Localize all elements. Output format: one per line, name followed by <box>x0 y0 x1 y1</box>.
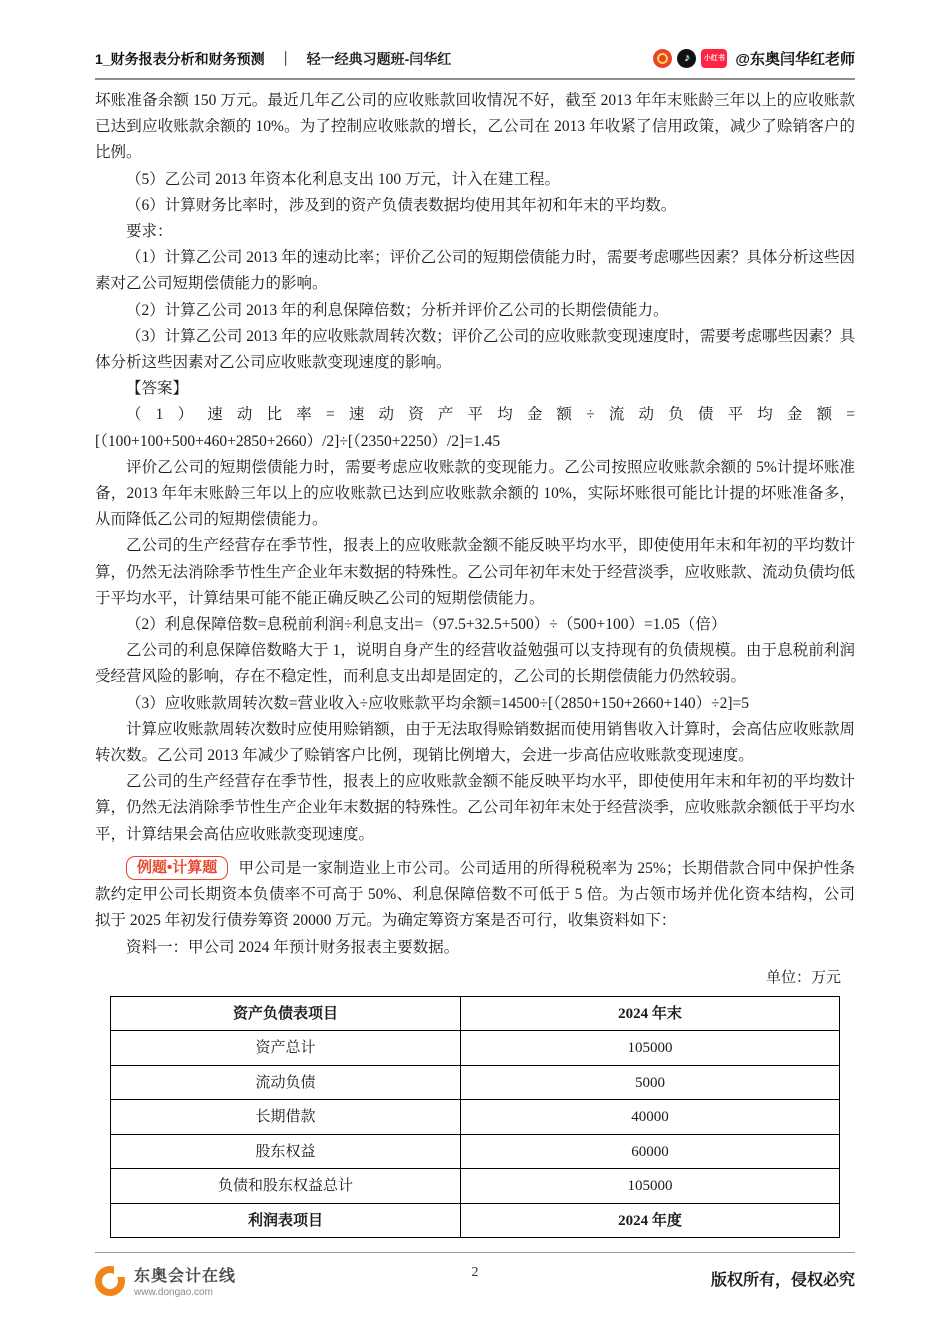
table-cell-label: 负债和股东权益总计 <box>111 1169 461 1204</box>
paragraph-data-note: 资料一：甲公司 2024 年预计财务报表主要数据。 <box>126 938 460 956</box>
paragraph-continuation: 坏账准备余额 150 万元。最近几年乙公司的应收账款回收情况不好，截至 2013 年年末账龄三年以上的应收账款已达到应收账款余额的 10%。为了控制应收账款的增长，乙公司在 2013 年收紧了信用政策，减少了赊销客户的比例。 <box>95 92 855 162</box>
table-cell-label: 长期借款 <box>111 1100 461 1135</box>
page-footer <box>95 1252 855 1298</box>
table-cell-value: 105000 <box>460 1169 839 1204</box>
table-cell-label: 利润表项目 <box>111 1203 461 1238</box>
table-header-row <box>111 996 840 1031</box>
table-cell-label: 股东权益 <box>111 1134 461 1169</box>
table-cell-label: 流动负债 <box>111 1065 461 1100</box>
example-intro-text: 甲公司是一家制造业上市公司。公司适用的所得税税率为 25%；长期借款合同中保护性条款约定甲公司长期资本负债率不可高于 50%、利息保障倍数不可低于 5 倍。为占领市场并优化资本结构，公司拟于 2025 年初发行债券筹资 20000 万元。为确定筹资方案是否可行，收集资料如下： <box>95 859 855 930</box>
xiaohongshu-icon: 小红书 <box>701 49 727 68</box>
paragraph-answer-3-analysis: 计算应收账款周转次数时应使用赊销额，由于无法取得赊销数据而使用销售收入计算时，会高估应收账款周转次数。乙公司 2013 年减少了赊销客户比例，现销比例增大，会进一步高估应收账款变现速度。 <box>95 720 855 765</box>
weibo-icon <box>653 49 672 68</box>
paragraph-item-6: （6）计算财务比率时，涉及到的资产负债表数据均使用其年初和年末的平均数。 <box>126 196 677 214</box>
social-handle: @东奥闫华红老师 <box>735 51 855 68</box>
course-title: 1_财务报表分析和财务预测 <box>95 50 265 67</box>
balance-sheet-table <box>110 996 840 1239</box>
logo-url: www.dongao.com <box>134 1287 213 1298</box>
header-course-info <box>95 49 451 69</box>
example-section <box>95 856 855 935</box>
paragraph-answer-1-analysis: 评价乙公司的短期偿债能力时，需要考虑应收账款的变现能力。乙公司按照应收账款余额的 5%计提坏账准备，2013 年年末账龄三年以上的应收账款已达到应收账款余额的 10%，实际坏账很可能比计提的坏账准备多，从而降低乙公司的短期偿债能力。 <box>95 458 855 529</box>
dongao-logo-icon <box>95 1266 125 1296</box>
paragraph-req-2: （2）计算乙公司 2013 年的利息保障倍数；分析并评价乙公司的长期偿债能力。 <box>126 301 669 319</box>
paragraph-requirements: 要求： <box>126 223 173 241</box>
paragraph-req-3: （3）计算乙公司 2013 年的应收账款周转次数；评价乙公司的应收账款变现速度时，需要考虑哪些因素？具体分析这些因素对乙公司应收账款变现速度的影响。 <box>95 327 855 372</box>
table-row-liabilities-equity-total <box>111 1169 840 1204</box>
table-header-period: 2024 年末 <box>460 996 839 1031</box>
course-subtitle: 轻一经典习题班-闫华红 <box>306 50 452 67</box>
logo-name: 东奥会计在线 <box>134 1268 237 1285</box>
paragraph-answer-3-formula: （3）应收账款周转次数=营业收入÷应收账款平均余额=14500÷[（2850+150+2660+140）÷2]=5 <box>126 694 750 712</box>
table-unit-note: 单位：万元 <box>765 969 841 986</box>
table-row-longterm-borrowings <box>111 1100 840 1135</box>
table-row-shareholders-equity <box>111 1134 840 1169</box>
table-header-item: 资产负债表项目 <box>111 996 461 1031</box>
douyin-icon: ♪ <box>677 49 696 68</box>
page-number: 2 <box>471 1265 479 1280</box>
table-row-current-liabilities <box>111 1065 840 1100</box>
table-cell-value: 2024 年度 <box>460 1203 839 1238</box>
table-row-total-assets <box>111 1031 840 1066</box>
paragraph-item-5: （5）乙公司 2013 年资本化利息支出 100 万元，计入在建工程。 <box>126 170 561 188</box>
table-cell-value: 5000 <box>460 1065 839 1100</box>
paragraph-answer-2-analysis: 乙公司的利息保障倍数略大于 1，说明自身产生的经营收益勉强可以支持现有的负债规模。由于息税前利润受经营风险的影响，存在不稳定性，而利息支出却是固定的，乙公司的长期偿债能力仍然较弱。 <box>95 642 855 686</box>
paragraph-req-1: （1）计算乙公司 2013 年的速动比率；评价乙公司的短期偿债能力时，需要考虑哪些因素？具体分析这些因素对乙公司短期偿债能力的影响。 <box>95 249 855 293</box>
paragraph-answer-1-formula: （1）速动比率=速动资产平均金额÷流动负债平均金额=[（100+100+500+460+2850+2660）/2]÷[（2350+2250）/2]=1.45 <box>95 406 855 450</box>
table-row-income-statement-header <box>111 1203 840 1238</box>
example-label-badge: 例题•计算题 <box>126 856 228 880</box>
paragraph-answer-3-seasonality: 乙公司的生产经营存在季节性，报表上的应收账款金额不能反映平均水平，即使使用年末和年初的平均数计算，仍然无法消除季节性生产企业年末数据的特殊性。乙公司年初年末处于经营淡季，应收账款余额低于平均水平，计算结果会高估应收账款变现速度。 <box>95 773 855 843</box>
paragraph-answer-heading: 【答案】 <box>126 380 189 398</box>
copyright-notice: 版权所有，侵权必究 <box>710 1272 855 1289</box>
page-header <box>95 48 855 80</box>
footer-logo <box>95 1263 445 1298</box>
table-cell-value: 105000 <box>460 1031 839 1066</box>
header-separator: ｜ <box>278 50 293 67</box>
header-social <box>653 48 855 69</box>
table-cell-label: 资产总计 <box>111 1031 461 1066</box>
paragraph-answer-1-seasonality: 乙公司的生产经营存在季节性，报表上的应收账款金额不能反映平均水平，即使使用年末和年初的平均数计算，仍然无法消除季节性生产企业年末数据的特殊性。乙公司年初年末处于经营淡季，应收账款、流动负债均低于平均水平，计算结果可能不能正确反映乙公司的短期偿债能力。 <box>95 537 855 607</box>
document-body <box>95 88 855 1238</box>
footer-logo-text <box>134 1263 236 1298</box>
paragraph-answer-2-formula: （2）利息保障倍数=息税前利润÷利息支出=（97.5+32.5+500）÷（500+100）=1.05（倍） <box>126 616 727 634</box>
table-cell-value: 40000 <box>460 1100 839 1135</box>
table-cell-value: 60000 <box>460 1134 839 1169</box>
